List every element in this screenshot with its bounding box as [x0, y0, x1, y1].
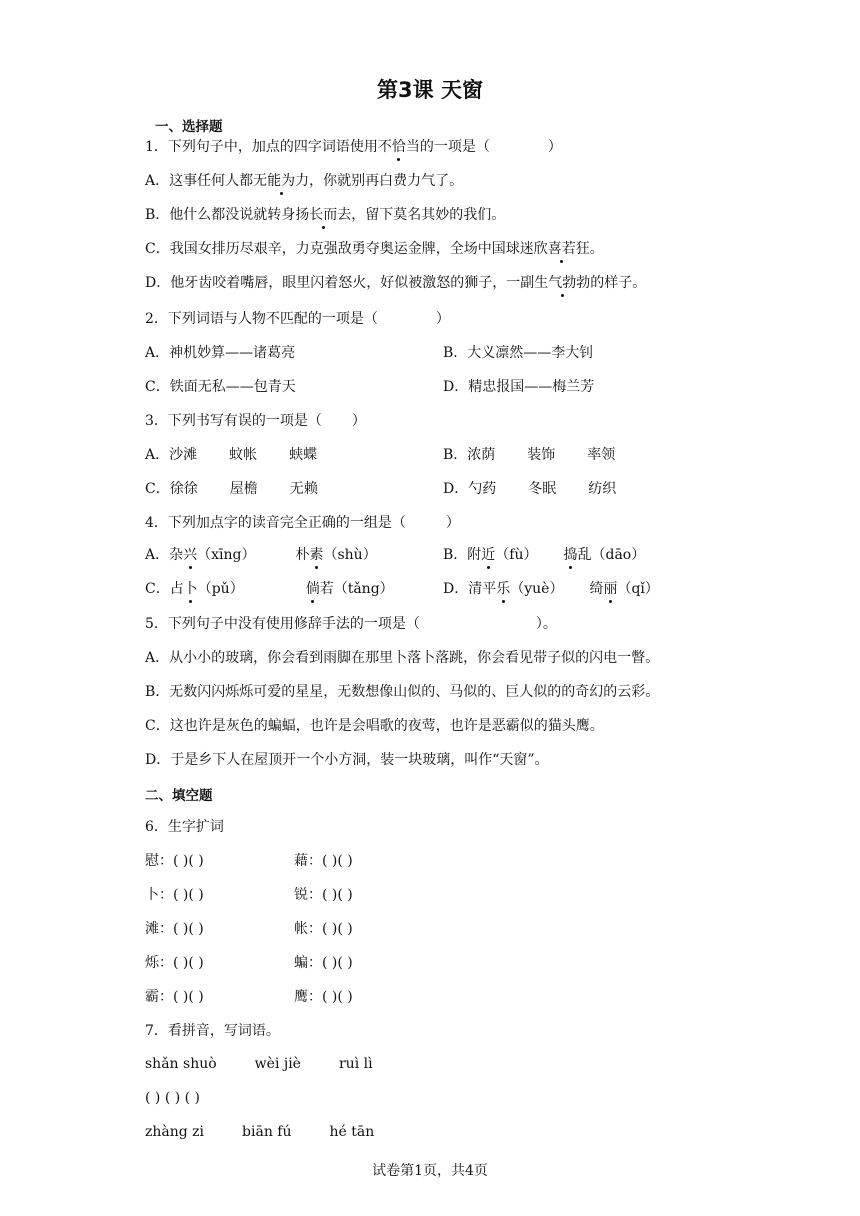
question-3-option-d[interactable]: D．勺药 冬眠 纺织	[443, 481, 617, 497]
page-title: 第3课 天窗	[377, 78, 483, 102]
question-4-option-d[interactable]: D．清平乐（yuè） 绮丽（qǐ）	[443, 581, 659, 597]
q6-row-4-right[interactable]: 蝙：( )( )	[294, 955, 353, 971]
question-5-option-b[interactable]: B．无数闪闪烁烁可爱的星星，无数想像山似的、马似的、巨人似的的奇幻的云彩。	[145, 684, 660, 700]
q6-row-4-left[interactable]: 烁：( )( )	[145, 955, 204, 971]
page-footer: 试卷第1页，共4页	[372, 1163, 488, 1179]
question-5-option-c[interactable]: C．这也许是灰色的蝙蝠，也许是会唱歌的夜莺，也许是恶霸似的猫头鹰。	[145, 718, 604, 734]
question-2-option-a[interactable]: A．神机妙算——诸葛亮	[145, 345, 296, 361]
question-2-option-c[interactable]: C．铁面无私——包青天	[145, 379, 296, 395]
section-heading-fill: 二、填空题	[145, 788, 213, 804]
question-7-stem: 7．看拼音，写词语。	[145, 1023, 280, 1039]
question-4-option-a[interactable]: A．杂兴（xīng） 朴素（shù）	[145, 547, 377, 563]
question-1-option-d[interactable]: D．他牙齿咬着嘴唇，眼里闪着怒火，好似被激怒的狮子，一副生气勃勃的样子。	[145, 275, 647, 291]
question-5-stem: 5．下列句子中没有使用修辞手法的一项是（ ）。	[145, 616, 557, 632]
q6-row-2-right[interactable]: 锐：( )( )	[294, 887, 353, 903]
q6-row-5-right[interactable]: 鹰：( )( )	[294, 989, 353, 1005]
question-1-option-b[interactable]: B．他什么都没说就转身扬长而去，留下莫名其妙的我们。	[145, 207, 506, 223]
question-3-stem: 3．下列书写有误的一项是（ ）	[145, 413, 366, 429]
question-4-stem: 4．下列加点字的读音完全正确的一组是（ ）	[145, 515, 460, 531]
q7-answer-blanks[interactable]: ( ) ( ) ( )	[145, 1090, 201, 1106]
question-3-option-a[interactable]: A．沙滩 蚊帐 蛱蝶	[145, 447, 318, 463]
q6-row-2-left[interactable]: 卜：( )( )	[145, 887, 204, 903]
question-1-option-a[interactable]: A．这事任何人都无能为力，你就别再白费力气了。	[145, 173, 464, 189]
question-5-option-a[interactable]: A．从小小的玻璃，你会看到雨脚在那里卜落卜落跳，你会看见带子似的闪电一瞥。	[145, 650, 660, 666]
question-2-option-b[interactable]: B．大义凛然——李大钊	[443, 345, 594, 361]
q6-row-5-left[interactable]: 霸：( )( )	[145, 989, 204, 1005]
question-1-stem: 1．下列句子中，加点的四字词语使用不恰当的一项是（ ）	[145, 139, 562, 155]
question-3-option-c[interactable]: C．徐徐 屋檐 无赖	[145, 481, 318, 497]
section-heading-choice: 一、选择题	[155, 119, 223, 135]
question-3-option-b[interactable]: B．浓荫 装饰 率领	[443, 447, 616, 463]
question-2-option-d[interactable]: D．精忠报国——梅兰芳	[443, 379, 595, 395]
q7-pinyin-row-1: shǎn shuò wèi jiè ruì lì	[145, 1056, 373, 1072]
q7-pinyin-row-2: zhàng zi biān fú hé tān	[145, 1124, 375, 1140]
q6-row-3-left[interactable]: 滩：( )( )	[145, 921, 204, 937]
question-6-stem: 6．生字扩词	[145, 819, 224, 835]
question-4-option-b[interactable]: B．附近（fù） 捣乱（dāo）	[443, 547, 646, 563]
q6-row-1-right[interactable]: 藉：( )( )	[294, 853, 353, 869]
question-4-option-c[interactable]: C．占卜（pǔ） 倘若（tǎng）	[145, 581, 394, 597]
q6-row-3-right[interactable]: 帐：( )( )	[294, 921, 353, 937]
question-1-option-c[interactable]: C．我国女排历尽艰辛，力克强敌勇夺奥运金牌，全场中国球迷欣喜若狂。	[145, 241, 604, 257]
q6-row-1-left[interactable]: 慰：( )( )	[145, 853, 204, 869]
question-5-option-d[interactable]: D．于是乡下人在屋顶开一个小方洞，装一块玻璃，叫作“天窗”。	[145, 752, 549, 768]
question-2-stem: 2．下列词语与人物不匹配的一项是（ ）	[145, 311, 450, 327]
